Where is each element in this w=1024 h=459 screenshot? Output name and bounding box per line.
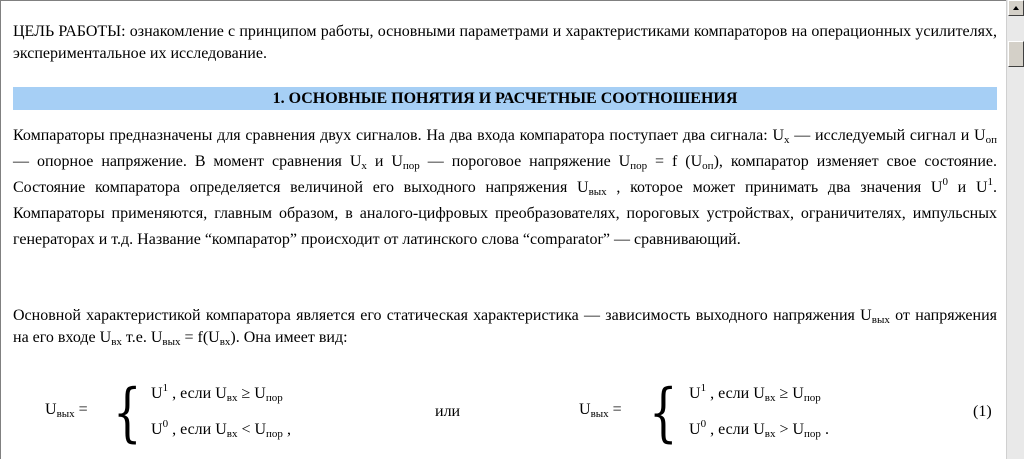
comparator-paragraph [13, 123, 997, 253]
equals-sign: = [78, 401, 88, 418]
text: т.е. U [121, 329, 163, 346]
text: U [151, 421, 163, 438]
subscript: вых [162, 336, 181, 348]
superscript: 1 [987, 176, 993, 188]
scroll-up-button[interactable] [1008, 0, 1024, 16]
characteristic-paragraph [13, 305, 997, 349]
text: — опорное напряжение. В момент сравнения U [13, 153, 362, 170]
text: U [151, 385, 163, 402]
text: > U [775, 421, 805, 438]
formula-number: (1) [973, 403, 992, 420]
text: ≥ U [241, 385, 266, 402]
text: , если U [706, 385, 765, 402]
text: ), компаратор изменяет свое состояние. Состояние компаратора определяется величиной его выходного напряжения U [13, 153, 998, 196]
formula-right-lhs [579, 401, 622, 419]
formula-or: или [435, 403, 461, 420]
subscript: вх [764, 428, 776, 440]
text: , если U [168, 385, 227, 402]
vertical-scrollbar[interactable] [1006, 0, 1024, 459]
text: U [45, 401, 57, 418]
text: U [689, 385, 701, 402]
text: = f(U [180, 329, 220, 346]
text: . Компараторы применяются, главным образом, в аналого-цифровых преобразователях, пороговых устройствах, ограничителях, импульсных генераторах и т.д. Название “компаратор” происходит от латинского слова “comparator” — сравнивающий. [13, 179, 997, 248]
text: Компараторы предназначены для сравнения двух сигналов. На два входа компаратора поступает два сигнала: U [13, 127, 785, 144]
subscript: вх [764, 392, 776, 404]
text: от напряжения на его входе U [13, 307, 997, 346]
goal-paragraph [13, 21, 997, 65]
formula-left-case-0 [151, 418, 291, 440]
subscript: вх [226, 392, 238, 404]
subscript: x [784, 134, 790, 146]
subscript: вых [588, 186, 607, 198]
text: — исследуемый сигнал и U [789, 127, 986, 144]
superscript: 1 [162, 382, 169, 394]
subscript: оп [702, 160, 714, 172]
goal-text: ознакомление с принципом работы, основными параметрами и характеристиками компараторов на операционных усилителях, экспериментальное их исследование. [13, 23, 998, 62]
subscript: пор [803, 392, 821, 404]
subscript: пор [265, 392, 283, 404]
text: . [820, 421, 829, 438]
formula-1 [1, 377, 1007, 453]
text: и U [366, 153, 403, 170]
superscript: 0 [162, 418, 169, 430]
formula-left-case-1 [151, 382, 283, 404]
superscript: 1 [700, 382, 707, 394]
subscript: x [361, 160, 367, 172]
formula-right-case-0 [689, 418, 829, 440]
subscript: вых [56, 408, 75, 420]
subscript: вх [226, 428, 238, 440]
text: ). Она имеет вид: [230, 329, 348, 346]
subscript: вх [219, 336, 231, 348]
text: ≥ U [779, 385, 804, 402]
goal-label: ЦЕЛЬ РАБОТЫ: [13, 23, 126, 40]
right-brace: { [649, 376, 678, 450]
formula-right-case-1 [689, 382, 821, 404]
superscript: 0 [942, 176, 948, 188]
subscript: оп [985, 134, 997, 146]
section-heading: 1. ОСНОВНЫЕ ПОНЯТИЯ И РАСЧЕТНЫЕ СООТНОШЕНИЯ [13, 87, 997, 110]
subscript: вых [871, 314, 890, 326]
subscript: вх [111, 336, 122, 348]
subscript: вых [590, 408, 609, 420]
text: , [282, 421, 291, 438]
text: — пороговое напряжение U [419, 153, 631, 170]
text: Основной характеристикой компаратора является его статическая характеристика — зависимость выходного напряжения U [13, 307, 872, 324]
text: < U [237, 421, 267, 438]
text: , если U [706, 421, 765, 438]
subscript: пор [266, 428, 283, 440]
subscript: пор [630, 160, 648, 172]
formula-left-lhs [45, 401, 88, 419]
subscript: пор [402, 160, 420, 172]
text: U [579, 401, 591, 418]
text: = f (U [647, 153, 703, 170]
left-brace: { [113, 376, 142, 450]
text: и U [947, 179, 988, 196]
superscript: 0 [700, 418, 707, 430]
equals-sign: = [612, 401, 622, 418]
subscript: пор [804, 428, 821, 440]
text: , которое может принимать два значения U [606, 179, 943, 196]
text: , если U [168, 421, 227, 438]
scroll-thumb[interactable] [1008, 41, 1024, 67]
text: U [689, 421, 701, 438]
